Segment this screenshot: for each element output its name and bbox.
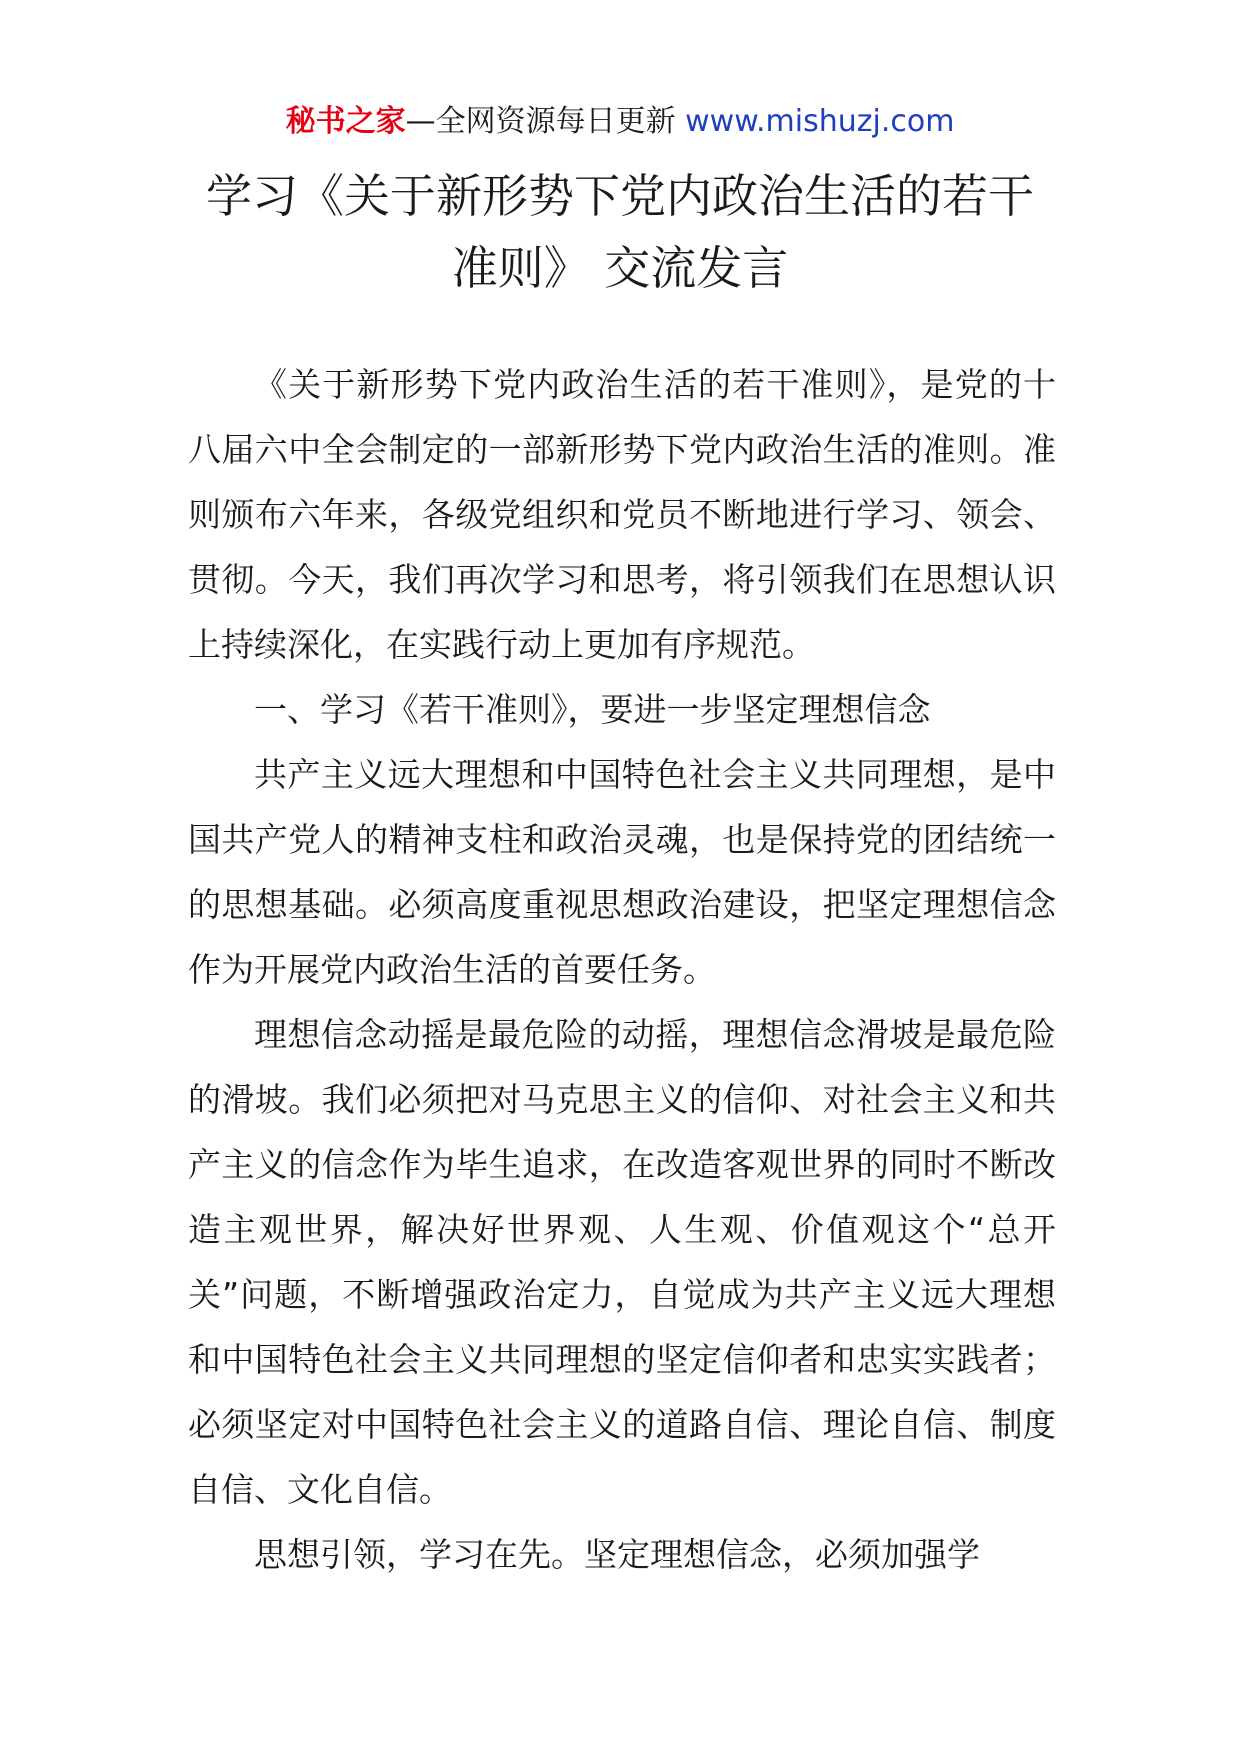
site-header	[0, 100, 1240, 144]
header-slogan: —全网资源每日更新	[405, 104, 676, 139]
site-url-link[interactable]: www.mishuzj.com	[685, 104, 955, 139]
document-title	[150, 160, 1090, 304]
paragraph: 思想引领，学习在先。坚定理想信念，必须加强学	[254, 1535, 980, 1574]
title-line-1: 学习《关于新形势下党内政治生活的若干	[206, 169, 1034, 223]
paragraph: 共产主义远大理想和中国特色社会主义共同理想，是中国共产党人的精神支柱和政治灵魂，也是保持党的团结统一的思想基础。必须高度重视思想政治建设，把坚定理想信念作为开展党内政治生活的首要任务。	[188, 755, 1056, 989]
brand-name: 秘书之家	[285, 104, 406, 139]
title-line-2: 准则》 交流发言	[451, 241, 789, 295]
section-heading-1: 一、学习《若干准则》，要进一步坚定理想信念	[254, 690, 931, 729]
paragraph-intro: 《关于新形势下党内政治生活的若干准则》，是党的十八届六中全会制定的一部新形势下党内政治生活的准则。准则颁布六年来，各级党组织和党员不断地进行学习、领会、贯彻。今天，我们再次学习和思考，将引领我们在思想认识上持续深化，在实践行动上更加有序规范。	[188, 365, 1056, 664]
paragraph: 理想信念动摇是最危险的动摇，理想信念滑坡是最危险的滑坡。我们必须把对马克思主义的信仰、对社会主义和共产主义的信念作为毕生追求，在改造客观世界的同时不断改造主观世界，解决好世界观、人生观、价值观这个“总开关”问题，不断增强政治定力，自觉成为共产主义远大理想和中国特色社会主义共同理想的坚定信仰者和忠实实践者；必须坚定对中国特色社会主义的道路自信、理论自信、制度自信、文化自信。	[188, 1015, 1056, 1509]
document-body	[188, 352, 1056, 1587]
